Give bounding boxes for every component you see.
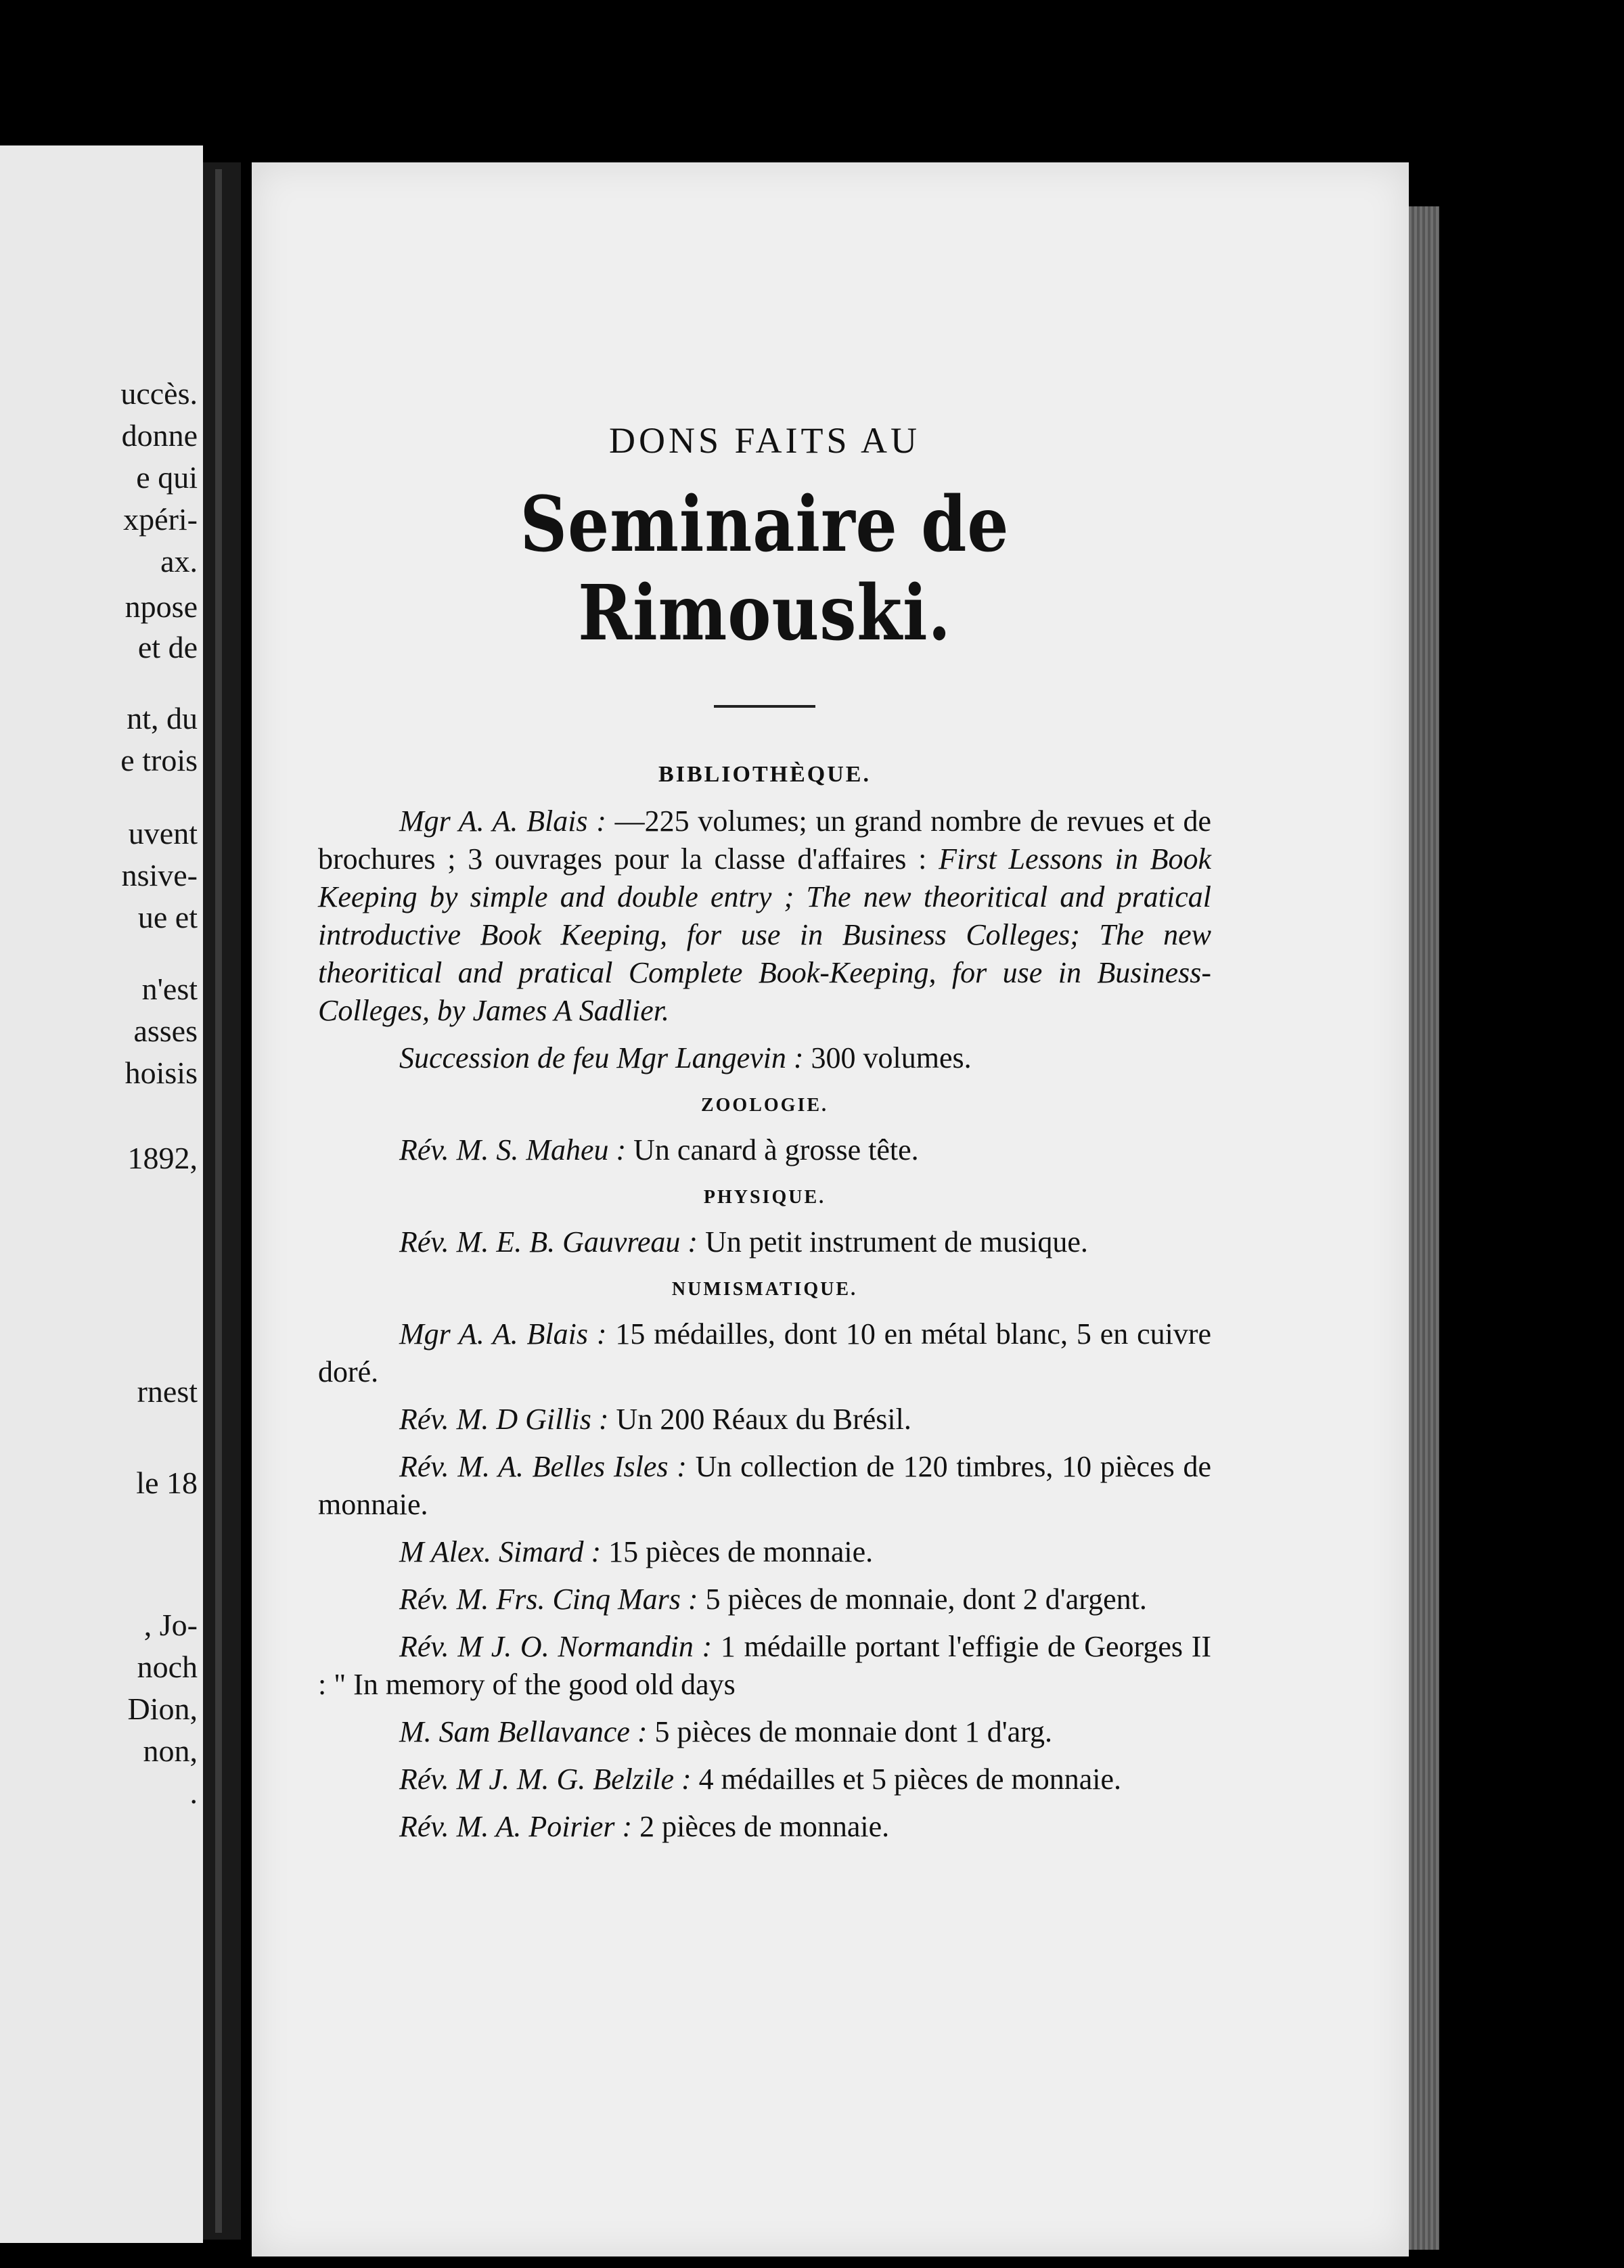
donation-entry: [318, 1401, 1211, 1438]
donor-name: Rév. M. Frs. Cinq Mars :: [399, 1583, 698, 1616]
donation-text: —225 volumes; un grand nombre de revues et de brochures ; 3 ouvrages pour la classe d'affaires :: [318, 804, 1212, 876]
left-text-line: ax.: [160, 544, 198, 579]
left-text-line: rnest: [137, 1374, 198, 1409]
donation-entry: [318, 1315, 1211, 1391]
book-titles: First Lessons in Book Keeping by simple and double entry ; The new theoritical and pratical introductive Book Keeping, for use in Business Colleges; The new theoritical and pratical Complete Book-Keeping, for use in Business-Colleges, by James A Sadlier.: [318, 842, 1212, 1027]
donation-entry: [318, 1039, 1211, 1077]
donor-name: Rév. M J. O. Normandin :: [399, 1630, 713, 1663]
left-text-line: et de: [137, 630, 198, 664]
donation-text: 300 volumes.: [811, 1041, 972, 1074]
left-text-line: le 18: [136, 1466, 198, 1500]
donor-name: Mgr A. A. Blais :: [399, 804, 606, 838]
section-heading-zoologie: ZOOLOGIE.: [700, 1095, 829, 1116]
page-title: Seminaire de Rimouski.: [520, 480, 1010, 658]
donor-name: Rév. M J. M. G. Belzile :: [399, 1763, 692, 1796]
left-text-line: .: [189, 1775, 198, 1810]
donation-text: Un collection de 120 timbres, 10 pièces de monnaie.: [318, 1450, 1211, 1521]
section-heading-numismatique: NUMISMATIQUE.: [671, 1279, 858, 1300]
left-text-line: donne: [121, 418, 198, 453]
left-text-line: , Jo-: [143, 1608, 198, 1642]
donation-text: Un 200 Réaux du Brésil.: [616, 1403, 911, 1436]
left-text-line: ue et: [137, 900, 198, 934]
donor-name: Rév. M. S. Maheu :: [399, 1133, 627, 1166]
donation-text: 5 pièces de monnaie dont 1 d'arg.: [654, 1715, 1053, 1748]
left-text-line: xpéri-: [123, 502, 198, 537]
donation-text: 15 médailles, dont 10 en métal blanc, 5 en cuivre doré.: [318, 1317, 1212, 1388]
donor-name: M. Sam Bellavance :: [399, 1715, 648, 1748]
donation-text: 2 pièces de monnaie.: [639, 1810, 890, 1843]
donor-name: Rév. M. A. Poirier :: [399, 1810, 633, 1843]
left-text-line: nsive-: [121, 858, 198, 892]
donation-entry: [318, 1533, 1211, 1571]
gutter-edge: [215, 169, 222, 2233]
left-text-line: hoisis: [125, 1056, 198, 1090]
donation-text: Un canard à grosse tête.: [633, 1133, 919, 1166]
donation-text: 4 médailles et 5 pièces de monnaie.: [698, 1763, 1122, 1796]
donor-name: Mgr A. A. Blais :: [399, 1317, 607, 1351]
left-text-line: e qui: [136, 460, 198, 495]
donation-entry: [318, 1581, 1211, 1618]
previous-page: [0, 145, 203, 2243]
donation-entry: [318, 1448, 1211, 1524]
left-text-line: 1892,: [127, 1141, 198, 1175]
page-stack-edge: [1409, 206, 1439, 2250]
book-gutter: [203, 162, 241, 2240]
donation-entry: [318, 1713, 1211, 1751]
left-text-line: uvent: [128, 816, 198, 850]
donation-text: Un petit instrument de musique.: [705, 1225, 1088, 1258]
left-text-line: asses: [133, 1014, 198, 1048]
section-heading-bibliotheque: BIBLIOTHÈQUE.: [658, 762, 871, 787]
donor-name: Succession de feu Mgr Langevin :: [399, 1041, 804, 1074]
donation-entry: [318, 1628, 1211, 1704]
donation-entry: [318, 1131, 1211, 1169]
donation-text: 15 pièces de monnaie.: [608, 1535, 874, 1568]
donation-text: 5 pièces de monnaie, dont 2 d'argent.: [705, 1583, 1147, 1616]
donation-text: 1 médaille portant l'effigie de Georges II : " In memory of the good old days: [318, 1630, 1212, 1701]
left-text-line: non,: [143, 1733, 198, 1768]
donation-entry: [318, 1223, 1211, 1261]
page-content: [318, 419, 1211, 1855]
donor-name: Rév. M. E. B. Gauvreau :: [399, 1225, 698, 1258]
left-text-line: n'est: [141, 972, 198, 1006]
donation-entry: [318, 802, 1211, 1030]
left-text-line: uccès.: [120, 376, 198, 411]
left-text-line: npose: [125, 589, 198, 624]
donor-name: Rév. M. D Gillis :: [399, 1403, 609, 1436]
donation-entry: [318, 1808, 1211, 1846]
donor-name: Rév. M. A. Belles Isles :: [399, 1450, 687, 1483]
page-subtitle: DONS FAITS AU: [608, 420, 921, 461]
donor-name: M Alex. Simard :: [399, 1535, 602, 1568]
title-divider: [714, 705, 815, 708]
donation-entry: [318, 1761, 1211, 1798]
left-text-line: noch: [137, 1650, 198, 1684]
left-text-line: Dion,: [127, 1692, 198, 1726]
section-heading-physique: PHYSIQUE.: [703, 1187, 826, 1208]
left-text-line: nt, du: [127, 701, 198, 735]
left-text-line: e trois: [120, 743, 198, 777]
